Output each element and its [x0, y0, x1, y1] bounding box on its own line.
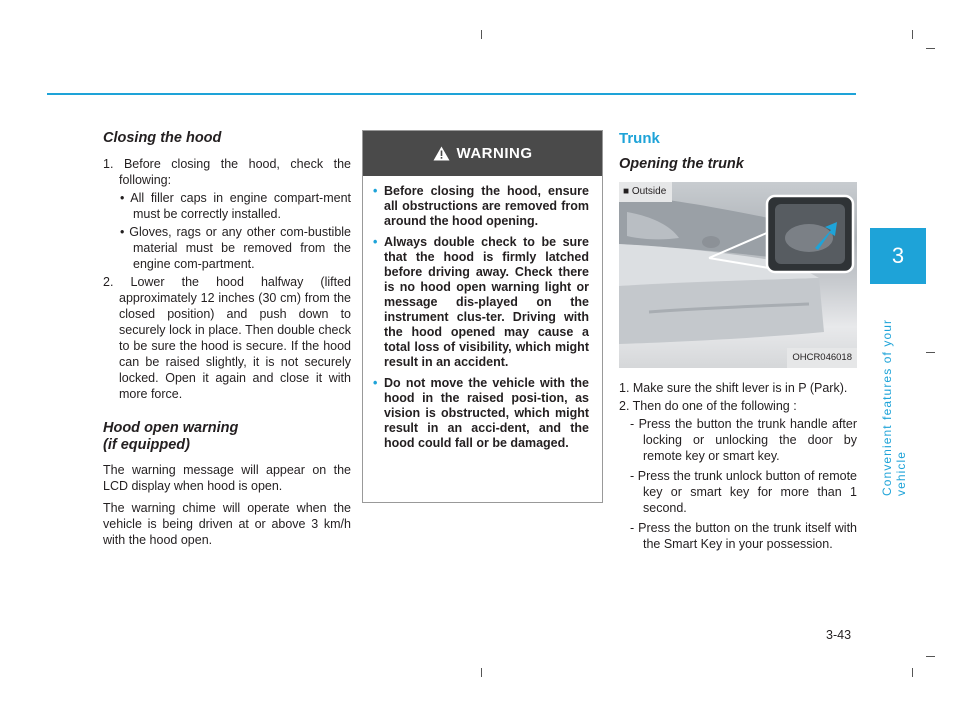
- image-code: OHCR046018: [787, 348, 857, 368]
- opening-trunk-heading: Opening the trunk: [619, 156, 744, 172]
- warning-item: • Before closing the hood, ensure all obstructions are removed from around the hood opening.: [375, 184, 589, 229]
- warning-title: WARNING: [456, 145, 533, 162]
- step-2: 2. Then do one of the following :: [619, 399, 797, 413]
- crop-mark: [481, 30, 482, 39]
- warning-triangle-icon: [433, 146, 450, 161]
- trunk-photo: [619, 182, 857, 368]
- option-item: - Press the button on the trunk itself with the Smart Key in your possession.: [630, 521, 857, 551]
- crop-mark: [926, 48, 935, 49]
- paragraph: The warning chime will operate when the vehicle is being driven at or above 3 km/h with the hood open.: [103, 501, 351, 547]
- hood-warning-heading-line1: Hood open warning: [103, 420, 239, 436]
- page-number: 3-43: [826, 628, 852, 642]
- chapter-number: 3: [891, 243, 905, 268]
- warning-item: • Always double check to be sure that the hood is firmly latched before driving away. Check there is no hood open warning light or message dis-played on the instrument clus-ter. Driving with the hood opened may cause a total loss of visibility, which might result in an accident.: [375, 235, 589, 370]
- option-item: - Press the trunk unlock button of remote key or smart key for more than 1 second.: [630, 469, 857, 515]
- crop-mark: [926, 352, 935, 353]
- bullet-item: • All filler caps in engine compart-ment must be correctly installed.: [120, 191, 351, 221]
- bullet-item: • Gloves, rags or any other com-bustible material must be removed from the engine com-partment.: [120, 225, 351, 271]
- warning-header: [363, 131, 602, 176]
- step-1: 1. Before closing the hood, check the following:: [103, 157, 351, 187]
- column-trunk: [619, 130, 857, 556]
- chapter-tab: [870, 228, 926, 284]
- closing-hood-heading: Closing the hood: [103, 130, 222, 146]
- chapter-title: Convenient features of your vehicle: [880, 318, 908, 496]
- warning-box: [362, 130, 603, 503]
- header-rule: [47, 93, 856, 95]
- image-tag: ■ Outside: [619, 182, 672, 202]
- paragraph: The warning message will appear on the LCD display when hood is open.: [103, 463, 351, 493]
- crop-mark: [926, 656, 935, 657]
- hood-warning-heading: [103, 420, 351, 454]
- hood-warning-heading-line2: (if equipped): [103, 437, 190, 453]
- warning-item: • Do not move the vehicle with the hood in the raised posi-tion, as vision is obstructed, which might result in an acci-dent, and the hood could fall or be damaged.: [375, 376, 589, 451]
- step-2: 2. Lower the hood halfway (lifted approximately 12 inches (30 cm) from the closed position) and push down to securely lock in place. Then double check to be sure the hood is secure. If the hood can be raised slightly, it is not securely locked. Open it again and close it with more force.: [103, 275, 351, 401]
- column-hood: [103, 130, 351, 554]
- crop-mark: [481, 668, 482, 677]
- step-1: 1. Make sure the shift lever is in P (Park).: [619, 381, 848, 395]
- car-rear-illustration: [619, 182, 857, 368]
- trunk-heading: Trunk: [619, 130, 660, 147]
- warning-list: [363, 176, 602, 451]
- crop-mark: [912, 30, 913, 39]
- crop-mark: [912, 668, 913, 677]
- option-item: - Press the button the trunk handle after locking or unlocking the door by remote key or smart key.: [630, 417, 857, 463]
